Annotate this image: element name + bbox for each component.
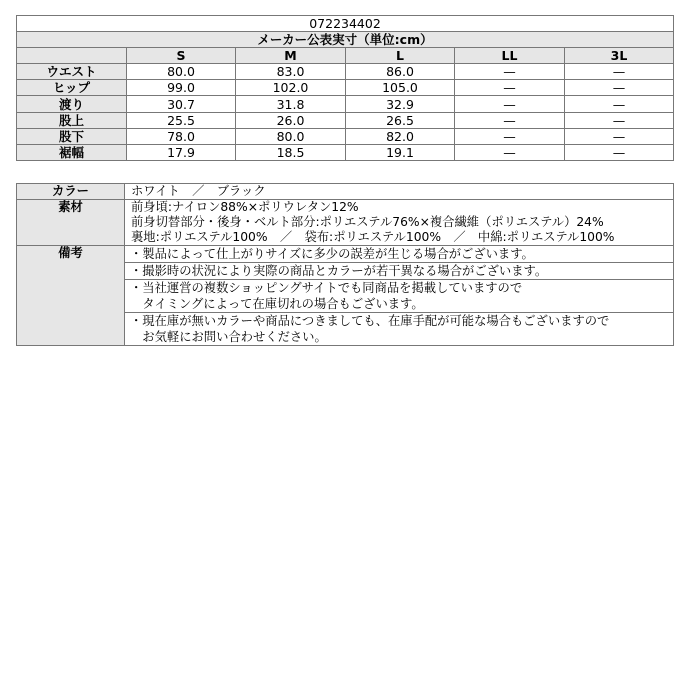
remark-line: タイミングによって在庫切れの場合もございます。 (130, 297, 424, 311)
remark-line: ・製品によって仕上がりサイズに多少の誤差が生じる場合がございます。 (130, 247, 534, 261)
size-label: L (346, 48, 455, 64)
corner-cell (17, 48, 127, 64)
remark-line: お気軽にお問い合わせください。 (130, 330, 327, 344)
measurement-value: 105.0 (346, 80, 455, 96)
size-label: M (236, 48, 346, 64)
remark-line: ・当社運営の複数ショッピングサイトでも同商品を掲載していますので (130, 281, 523, 295)
measurement-value: — (565, 80, 674, 96)
remark-item (125, 280, 674, 313)
measurement-value: 26.0 (236, 112, 346, 128)
measurement-value: — (565, 96, 674, 112)
measurement-value: — (455, 96, 565, 112)
measurement-label: 股上 (17, 112, 127, 128)
size-header-row (17, 32, 674, 48)
color-value: ホワイト ／ ブラック (125, 184, 674, 200)
measurement-value: 82.0 (346, 128, 455, 144)
measurement-value: — (565, 144, 674, 160)
measurement-value: — (455, 80, 565, 96)
material-value (125, 200, 674, 246)
measurement-value: — (565, 64, 674, 80)
measurement-value: 86.0 (346, 64, 455, 80)
measurement-value: 102.0 (236, 80, 346, 96)
measurement-label: ヒップ (17, 80, 127, 96)
size-label: LL (455, 48, 565, 64)
measurement-value: 17.9 (127, 144, 236, 160)
measurement-value: — (455, 128, 565, 144)
remark-line: ・現在庫が無いカラーや商品につきましても、在庫手配が可能な場合もございますので (130, 314, 610, 328)
material-table (16, 183, 674, 346)
measurement-value: — (455, 144, 565, 160)
material-row (17, 200, 674, 246)
measurement-row (17, 96, 674, 112)
measurement-value: 80.0 (236, 128, 346, 144)
remarks-row (17, 246, 674, 263)
measurement-row (17, 80, 674, 96)
measurement-value: 26.5 (346, 112, 455, 128)
measurement-label: ウエスト (17, 64, 127, 80)
measurement-value: 99.0 (127, 80, 236, 96)
measurement-row (17, 144, 674, 160)
measurement-value: — (455, 112, 565, 128)
size-label: S (127, 48, 236, 64)
color-row (17, 184, 674, 200)
measurement-label: 股下 (17, 128, 127, 144)
size-label-row (17, 48, 674, 64)
remark-item (125, 313, 674, 346)
measurement-label: 裾幅 (17, 144, 127, 160)
remark-item (125, 263, 674, 280)
size-label: 3L (565, 48, 674, 64)
remark-item (125, 246, 674, 263)
remarks-label: 備考 (17, 246, 125, 346)
measurement-label: 渡り (17, 96, 127, 112)
measurement-value: — (455, 64, 565, 80)
material-line: 前身切替部分・後身・ベルト部分:ポリエステル76%×複合繊維（ポリエステル）24% (131, 215, 604, 229)
remark-line: ・撮影時の状況により実際の商品とカラーが若干異なる場合がございます。 (130, 264, 548, 278)
measurement-row (17, 112, 674, 128)
size-table-title: メーカー公表実寸（単位:cm） (17, 32, 674, 48)
color-label: カラー (17, 184, 125, 200)
measurement-value: 31.8 (236, 96, 346, 112)
measurement-value: 18.5 (236, 144, 346, 160)
material-label: 素材 (17, 200, 125, 246)
measurement-value: 30.7 (127, 96, 236, 112)
measurement-row (17, 128, 674, 144)
measurement-value: — (565, 112, 674, 128)
measurement-value: 32.9 (346, 96, 455, 112)
measurement-row (17, 64, 674, 80)
material-line: 裏地:ポリエステル100% ／ 袋布:ポリエステル100% ／ 中綿:ポリエステル100% (131, 230, 615, 244)
product-id-row (17, 16, 674, 32)
measurement-value: 83.0 (236, 64, 346, 80)
size-table (16, 15, 674, 161)
measurement-value: 25.5 (127, 112, 236, 128)
measurement-value: 80.0 (127, 64, 236, 80)
measurement-value: 19.1 (346, 144, 455, 160)
product-id: 072234402 (17, 16, 674, 32)
measurement-value: — (565, 128, 674, 144)
material-line: 前身頃:ナイロン88%×ポリウレタン12% (131, 200, 359, 214)
measurement-value: 78.0 (127, 128, 236, 144)
